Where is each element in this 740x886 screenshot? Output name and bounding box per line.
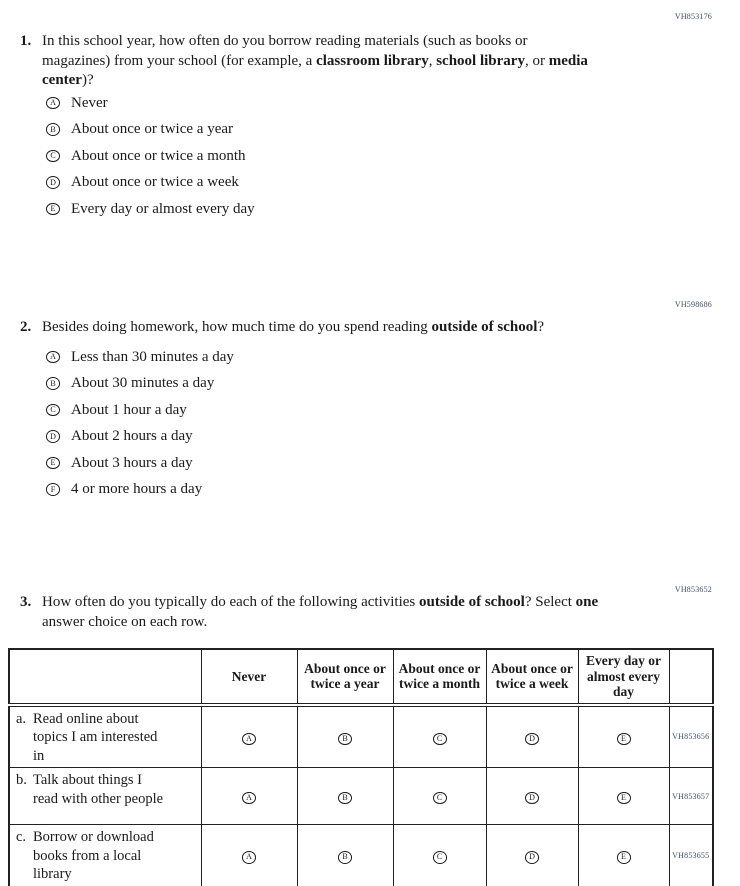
question-1-options bbox=[46, 94, 255, 227]
item-code-row: VH853657 bbox=[669, 768, 713, 825]
row-label: Talk about things I read with other people bbox=[33, 772, 164, 807]
answer-bubble[interactable]: A bbox=[242, 733, 256, 746]
table-row bbox=[9, 705, 713, 768]
answer-bubble[interactable]: C bbox=[46, 150, 60, 163]
item-code-q3: VH853652 bbox=[674, 585, 712, 594]
answer-option[interactable] bbox=[46, 121, 255, 139]
answer-cell[interactable] bbox=[393, 705, 486, 768]
answer-bubble[interactable]: C bbox=[433, 851, 447, 864]
answer-bubble[interactable]: F bbox=[46, 483, 60, 496]
answer-label: About once or twice a week bbox=[71, 174, 239, 190]
answer-bubble[interactable]: A bbox=[46, 351, 60, 364]
answer-cell[interactable] bbox=[201, 705, 297, 768]
answer-cell[interactable] bbox=[297, 768, 393, 825]
corner-cell bbox=[669, 649, 713, 705]
answer-option[interactable] bbox=[46, 348, 234, 366]
answer-bubble[interactable]: D bbox=[46, 430, 60, 443]
answer-option[interactable] bbox=[46, 375, 234, 393]
answer-cell[interactable] bbox=[201, 768, 297, 825]
answer-bubble[interactable]: B bbox=[338, 792, 352, 805]
answer-option[interactable] bbox=[46, 401, 234, 419]
column-header: About once or twice a year bbox=[297, 649, 393, 705]
answer-option[interactable] bbox=[46, 454, 234, 472]
row-label: Read online about topics I am interested in bbox=[33, 710, 158, 764]
answer-label: About 2 hours a day bbox=[71, 428, 193, 444]
header-row bbox=[9, 649, 713, 705]
answer-label: About 3 hours a day bbox=[71, 454, 193, 471]
item-code-row: VH853656 bbox=[669, 705, 713, 768]
answer-option[interactable] bbox=[46, 174, 255, 192]
question-1-number: 1. bbox=[20, 33, 32, 49]
answer-bubble[interactable]: B bbox=[46, 123, 60, 136]
answer-label: About once or twice a year bbox=[71, 121, 234, 137]
matrix-table bbox=[8, 648, 714, 886]
answer-bubble[interactable]: A bbox=[242, 851, 256, 864]
answer-bubble[interactable]: A bbox=[242, 792, 256, 805]
answer-bubble[interactable]: D bbox=[46, 176, 60, 189]
column-header: Every day or almost every day bbox=[578, 649, 669, 705]
item-code-q1: VH853176 bbox=[674, 12, 712, 21]
answer-cell[interactable] bbox=[201, 825, 297, 886]
answer-option[interactable] bbox=[46, 200, 255, 218]
answer-bubble[interactable]: C bbox=[46, 404, 60, 417]
answer-option[interactable] bbox=[46, 94, 255, 112]
answer-label: About 1 hour a day bbox=[71, 401, 187, 418]
answer-bubble[interactable]: D bbox=[525, 733, 539, 746]
answer-bubble[interactable]: C bbox=[433, 733, 447, 746]
answer-cell[interactable] bbox=[297, 705, 393, 768]
table-row bbox=[9, 768, 713, 825]
row-prefix: b. bbox=[16, 772, 27, 788]
answer-bubble[interactable]: B bbox=[46, 377, 60, 390]
answer-cell[interactable] bbox=[486, 705, 578, 768]
answer-option[interactable] bbox=[46, 481, 234, 499]
answer-label: Never bbox=[71, 94, 108, 111]
answer-bubble[interactable]: C bbox=[433, 792, 447, 805]
answer-bubble[interactable]: E bbox=[617, 733, 631, 746]
question-3-text: How often do you typically do each of the following activities outside of school? Select one answer choice on each row. bbox=[42, 594, 599, 630]
answer-label: Every day or almost every day bbox=[71, 200, 255, 217]
table-row bbox=[9, 825, 713, 886]
question-1 bbox=[20, 32, 598, 91]
answer-bubble[interactable]: E bbox=[617, 792, 631, 805]
item-code-row: VH853655 bbox=[669, 825, 713, 886]
column-header: Never bbox=[201, 649, 297, 705]
question-2-number: 2. bbox=[20, 319, 32, 335]
column-header: About once or twice a week bbox=[486, 649, 578, 705]
answer-cell[interactable] bbox=[393, 825, 486, 886]
row-label: Borrow or download books from a local library bbox=[33, 829, 154, 882]
question-2-text: Besides doing homework, how much time do you spend reading outside of school? bbox=[42, 319, 545, 335]
column-header: About once or twice a month bbox=[393, 649, 486, 705]
answer-label: About once or twice a month bbox=[71, 147, 246, 164]
item-code-q2: VH598686 bbox=[674, 300, 712, 309]
question-2 bbox=[20, 318, 702, 338]
row-label-cell bbox=[9, 825, 201, 886]
answer-bubble[interactable]: E bbox=[617, 851, 631, 864]
corner-cell bbox=[9, 649, 201, 705]
row-prefix: a. bbox=[16, 710, 27, 727]
answer-bubble[interactable]: E bbox=[46, 203, 60, 216]
row-prefix: c. bbox=[16, 829, 27, 845]
answer-cell[interactable] bbox=[297, 825, 393, 886]
answer-cell[interactable] bbox=[578, 825, 669, 886]
question-1-text: In this school year, how often do you borrow reading materials (such as books or magazines) from your school (for example, a classroom library, school library, or media center)? bbox=[42, 33, 588, 88]
answer-bubble[interactable]: D bbox=[525, 792, 539, 805]
row-label-cell bbox=[9, 768, 201, 825]
answer-bubble[interactable]: B bbox=[338, 733, 352, 746]
answer-cell[interactable] bbox=[578, 768, 669, 825]
question-3-number: 3. bbox=[20, 594, 32, 610]
answer-label: About 30 minutes a day bbox=[71, 375, 215, 391]
answer-cell[interactable] bbox=[486, 825, 578, 886]
answer-bubble[interactable]: E bbox=[46, 457, 60, 470]
answer-option[interactable] bbox=[46, 428, 234, 446]
row-label-cell bbox=[9, 705, 201, 768]
answer-cell[interactable] bbox=[486, 768, 578, 825]
answer-label: Less than 30 minutes a day bbox=[71, 348, 234, 365]
answer-cell[interactable] bbox=[578, 705, 669, 768]
answer-label: 4 or more hours a day bbox=[71, 481, 203, 497]
answer-bubble[interactable]: A bbox=[46, 97, 60, 110]
answer-bubble[interactable]: D bbox=[525, 851, 539, 864]
answer-bubble[interactable]: B bbox=[338, 851, 352, 864]
answer-cell[interactable] bbox=[393, 768, 486, 825]
question-3 bbox=[20, 593, 642, 632]
question-2-options bbox=[46, 348, 234, 507]
answer-option[interactable] bbox=[46, 147, 255, 165]
